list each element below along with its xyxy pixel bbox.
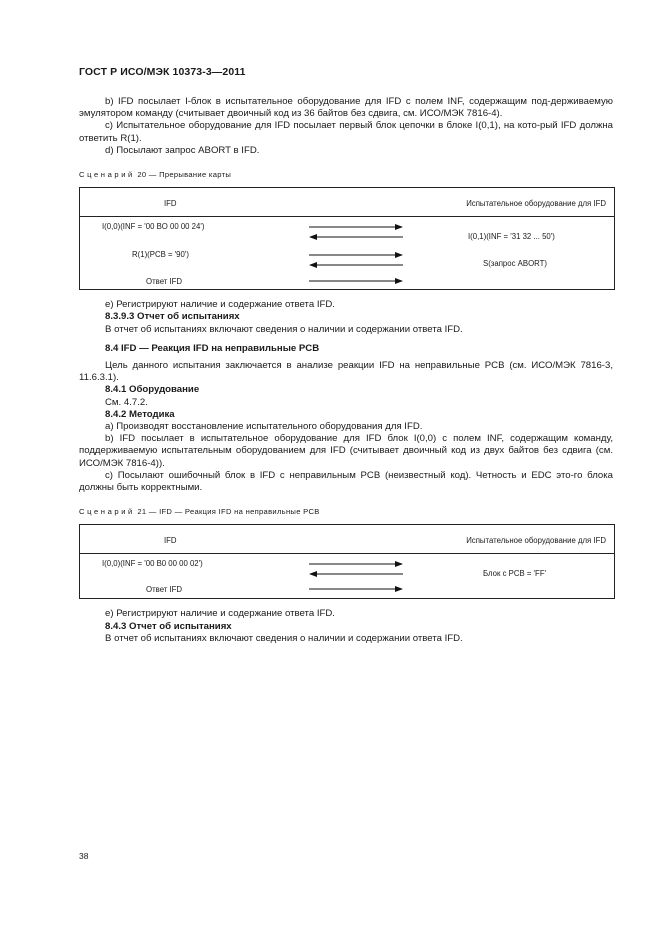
- step-b: b) IFD посылает I-блок в испытательное оборудование для IFD с полем INF, содержащим под-держиваемую эмулятором команду (считывает двоичный код из 36 байтов без сдвига, см. ИСО/МЭК 7816-4).: [79, 96, 613, 120]
- scenario-20-diagram: [79, 187, 615, 290]
- step-c: c) Посылают ошибочный блок в IFD с неправильным PCB (неизвестный код). Четность и EDC это-го блока должны быть корректными.: [79, 469, 613, 494]
- scenario-20-caption-text: 20 — Прерывание карты: [134, 170, 232, 180]
- arrow-right: [308, 560, 404, 568]
- paragraph: В отчет об испытаниях включают сведения о наличии и содержании ответа IFD.: [105, 632, 463, 644]
- diagram-header: [80, 525, 614, 554]
- diagram-header: [80, 188, 614, 217]
- step-e: e) Регистрируют наличие и содержание ответа IFD.: [105, 299, 335, 311]
- page-content: [79, 96, 613, 645]
- message-label: Блок с PCB = 'FF': [483, 569, 547, 579]
- heading-8-4-2: 8.4.2 Методика: [105, 408, 175, 420]
- arrow-right: [308, 223, 404, 231]
- column-ifd: IFD: [164, 536, 177, 546]
- message-label: Ответ IFD: [146, 277, 183, 287]
- message-label: I(0,0)(INF = '00 B0 00 00 02'): [102, 559, 203, 569]
- step-e: e) Регистрируют наличие и содержание ответа IFD.: [105, 608, 335, 620]
- step-b: b) IFD посылает в испытательное оборудование для IFD блок I(0,0) с полем INF, содержащим команду, поддерживаемую испытательным оборудованием для IFD (считывает двоичный код из двух байтов без сдвига (см. ИСО/МЭК 7816-4)).: [79, 433, 613, 469]
- scenario-20-caption-prefix: Сценарий: [79, 170, 135, 180]
- step-a: a) Производят восстановление испытательного оборудования для IFD.: [105, 421, 423, 433]
- heading-8-4: 8.4 IFD — Реакция IFD на неправильные PCB: [105, 342, 320, 354]
- heading-8-3-9-3: 8.3.9.3 Отчет об испытаниях: [105, 311, 240, 323]
- arrow-right: [308, 277, 404, 285]
- heading-8-4-3: 8.4.3 Отчет об испытаниях: [105, 620, 232, 632]
- paragraph: В отчет об испытаниях включают сведения о наличии и содержании ответа IFD.: [105, 323, 463, 335]
- diagram-body: [80, 554, 614, 598]
- paragraph: Цель данного испытания заключается в анализе реакции IFD на неправильные PCB (см. ИСО/МЭК 7816-3, 11.6.3.1).: [79, 360, 613, 384]
- document-header: ГОСТ Р ИСО/МЭК 10373-3—2011: [79, 66, 246, 78]
- scenario-21-caption-text: 21 — IFD — Реакция IFD на неправильные PCB: [134, 507, 320, 517]
- step-d: d) Посылают запрос ABORT в IFD.: [105, 144, 260, 156]
- scenario-21-diagram: [79, 524, 615, 599]
- arrow-left: [308, 261, 404, 269]
- diagram-body: [80, 217, 614, 289]
- arrow-left: [308, 570, 404, 578]
- message-label: S(запрос ABORT): [483, 259, 547, 269]
- scenario-21-caption: [79, 506, 613, 518]
- scenario-21-caption-prefix: Сценарий: [79, 507, 135, 517]
- message-label: I(0,0)(INF = '00 BO 00 00 24'): [102, 222, 205, 232]
- column-ifd: IFD: [164, 199, 177, 209]
- message-label: I(0,1)(INF = '31 32 ... 50'): [468, 232, 555, 242]
- paragraph: См. 4.7.2.: [105, 396, 148, 408]
- message-label: R(1)(PCB = '90'): [132, 250, 189, 260]
- message-label: Ответ IFD: [146, 585, 183, 595]
- step-c: c) Испытательное оборудование для IFD посылает первый блок цепочки в блоке I(0,1), на кото-рый IFD должна ответить R(1).: [79, 120, 613, 144]
- arrow-right: [308, 251, 404, 259]
- column-test-equipment: Испытательное оборудование для IFD: [466, 536, 606, 546]
- page-number: 38: [79, 851, 89, 861]
- arrow-left: [308, 233, 404, 241]
- heading-8-4-1: 8.4.1 Оборудование: [105, 384, 200, 396]
- column-test-equipment: Испытательное оборудование для IFD: [466, 199, 606, 209]
- scenario-20-caption: [79, 169, 613, 181]
- arrow-right: [308, 585, 404, 593]
